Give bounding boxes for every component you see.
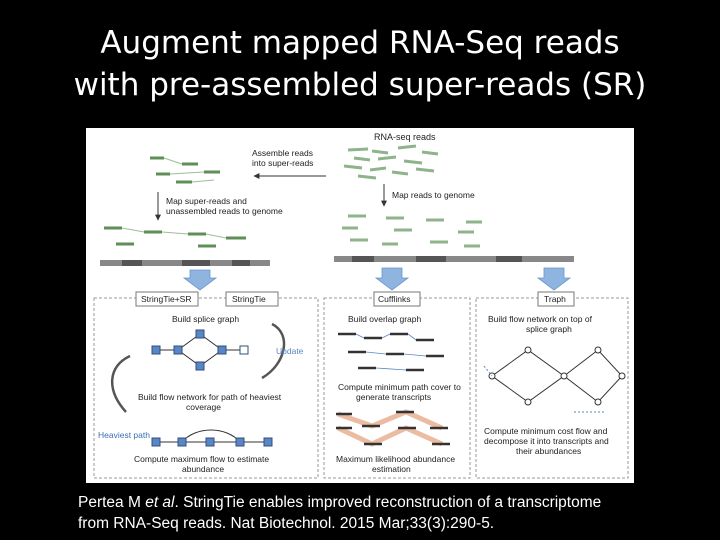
label-map-reads: Map reads to genome — [392, 190, 475, 200]
caption-title: . StringTie enables improved reconstruction of a transcriptome — [174, 494, 602, 511]
label-assemble-reads-2: into super-reads — [252, 158, 314, 168]
tab-stringtie-label: StringTie — [232, 294, 266, 304]
figure — [86, 128, 634, 483]
label-ml-abundance-2: estimation — [372, 464, 411, 474]
slide-title-line-2: with pre-assembled super-reads (SR) — [73, 67, 647, 103]
citation-caption — [78, 492, 718, 534]
caption-line-1 — [78, 492, 718, 513]
label-map-super-2: unassembled reads to genome — [166, 206, 283, 216]
tab-traph-label: Traph — [544, 294, 566, 304]
label-ml-abundance-1: Maximum likelihood abundance — [336, 454, 456, 464]
splice-graph — [156, 334, 244, 366]
label-flow-top-1: Build flow network on top of — [488, 314, 592, 324]
super-reads-cluster — [150, 158, 220, 182]
label-min-cost-3: their abundances — [516, 446, 582, 456]
label-max-flow-1: Compute maximum flow to estimate — [134, 454, 270, 464]
figure-diagram — [86, 128, 634, 483]
label-flow-top-2: splice graph — [526, 324, 572, 334]
genome-bar-right — [334, 256, 574, 262]
traph-nodes — [489, 347, 625, 405]
mapped-reads-left — [104, 228, 246, 246]
traph-dashed-arrows — [484, 366, 606, 412]
label-max-flow-2: abundance — [182, 464, 225, 474]
panel-stringtie-sr — [94, 298, 318, 478]
heaviest-path-graph — [152, 430, 272, 446]
traph-flow-network — [492, 350, 622, 402]
label-flow-network-2: coverage — [186, 402, 221, 412]
tab-cufflinks-label: Cufflinks — [378, 294, 411, 304]
label-min-path-2: generate transcripts — [356, 392, 432, 402]
label-assemble-reads-1: Assemble reads — [252, 148, 313, 158]
label-min-cost-2: decompose it into transcripts and — [484, 436, 609, 446]
label-rna-seq-reads: RNA-seq reads — [374, 132, 436, 142]
label-min-path-1: Compute minimum path cover to — [338, 382, 461, 392]
label-build-overlap-graph: Build overlap graph — [348, 314, 422, 324]
caption-line-2: from RNA-Seq reads. Nat Biotechnol. 2015 Mar;33(3):290-5. — [78, 515, 495, 532]
genome-bar-left — [100, 260, 270, 266]
label-map-super-1: Map super-reads and — [166, 196, 247, 206]
slide-title — [0, 22, 720, 106]
caption-et-al: et al — [145, 494, 175, 511]
overlap-edges — [356, 334, 426, 370]
down-arrows — [184, 268, 570, 290]
label-min-cost-1: Compute minimum cost flow and — [484, 426, 608, 436]
label-flow-network-1: Build flow network for path of heaviest — [138, 392, 282, 402]
slide-title-line-1: Augment mapped RNA-Seq reads — [100, 25, 620, 61]
left-loop-arrow — [112, 356, 130, 412]
mapped-reads-right — [342, 216, 482, 246]
label-heaviest-path: Heaviest path — [98, 430, 150, 440]
transcript-paths — [336, 412, 450, 444]
label-build-splice-graph: Build splice graph — [172, 314, 240, 324]
rna-seq-reads-cluster — [344, 146, 438, 178]
label-update: Update — [276, 346, 304, 356]
caption-authors: Pertea M — [78, 494, 146, 511]
overlap-graph — [338, 334, 444, 370]
tab-stringtie-sr-label: StringTie+SR — [141, 294, 192, 304]
